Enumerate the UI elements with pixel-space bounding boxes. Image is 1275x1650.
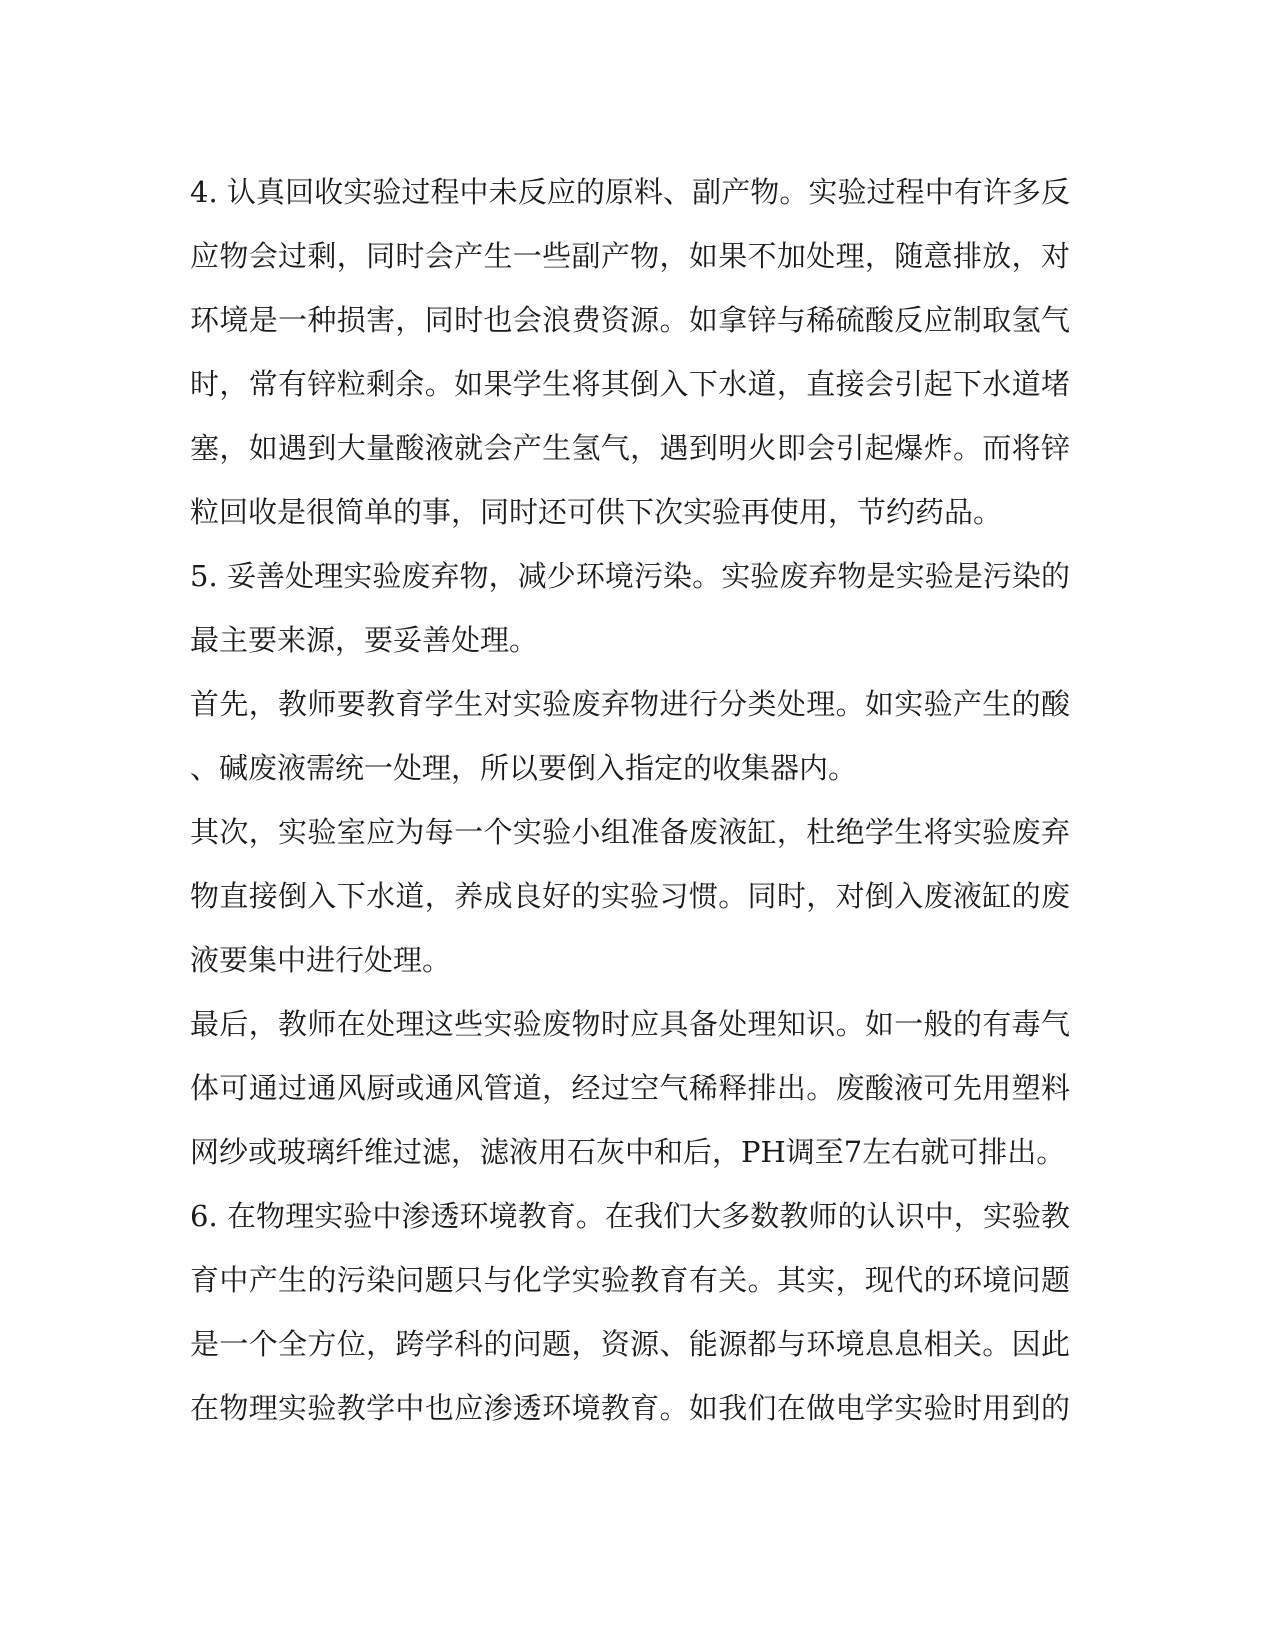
text-line: 、碱废液需统一处理，所以要倒入指定的收集器内。: [190, 751, 858, 785]
text-line: 塞，如遇到大量酸液就会产生氢气，遇到明火即会引起爆炸。而将锌: [190, 431, 1070, 465]
text-line: 在物理实验教学中也应渗透环境教育。如我们在做电学实验时用到的: [190, 1391, 1070, 1425]
text-line: 4. 认真回收实验过程中未反应的原料、副产物。实验过程中有许多反: [190, 175, 1070, 209]
text-line: 育中产生的污染问题只与化学实验教育有关。其实，现代的环境问题: [190, 1263, 1070, 1297]
text-line: 物直接倒入下水道，养成良好的实验习惯。同时，对倒入废液缸的废: [190, 879, 1070, 913]
document-body: [190, 160, 1070, 1440]
text-line: 6. 在物理实验中渗透环境教育。在我们大多数教师的认识中，实验教: [190, 1199, 1070, 1233]
text-line: 液要集中进行处理。: [190, 943, 452, 977]
text-line: 其次，实验室应为每一个实验小组准备废液缸，杜绝学生将实验废弃: [190, 815, 1070, 849]
text-line: 应物会过剩，同时会产生一些副产物，如果不加处理，随意排放，对: [190, 239, 1070, 273]
text-line: 5. 妥善处理实验废弃物，减少环境污染。实验废弃物是实验是污染的: [190, 559, 1070, 593]
text-line: 粒回收是很简单的事，同时还可供下次实验再使用，节约药品。: [190, 495, 1003, 529]
text-line: 首先，教师要教育学生对实验废弃物进行分类处理。如实验产生的酸: [190, 687, 1070, 721]
text-line: 环境是一种损害，同时也会浪费资源。如拿锌与稀硫酸反应制取氢气: [190, 303, 1070, 337]
text-line: 是一个全方位，跨学科的问题，资源、能源都与环境息息相关。因此: [190, 1327, 1070, 1361]
text-line: 体可通过通风厨或通风管道，经过空气稀释排出。废酸液可先用塑料: [190, 1071, 1070, 1105]
text-line: 时，常有锌粒剩余。如果学生将其倒入下水道，直接会引起下水道堵: [190, 367, 1070, 401]
text-line: 最后，教师在处理这些实验废物时应具备处理知识。如一般的有毒气: [190, 1007, 1070, 1041]
text-line: 网纱或玻璃纤维过滤，滤液用石灰中和后，PH调至7左右就可排出。: [190, 1135, 1066, 1169]
text-line: 最主要来源，要妥善处理。: [190, 623, 539, 657]
